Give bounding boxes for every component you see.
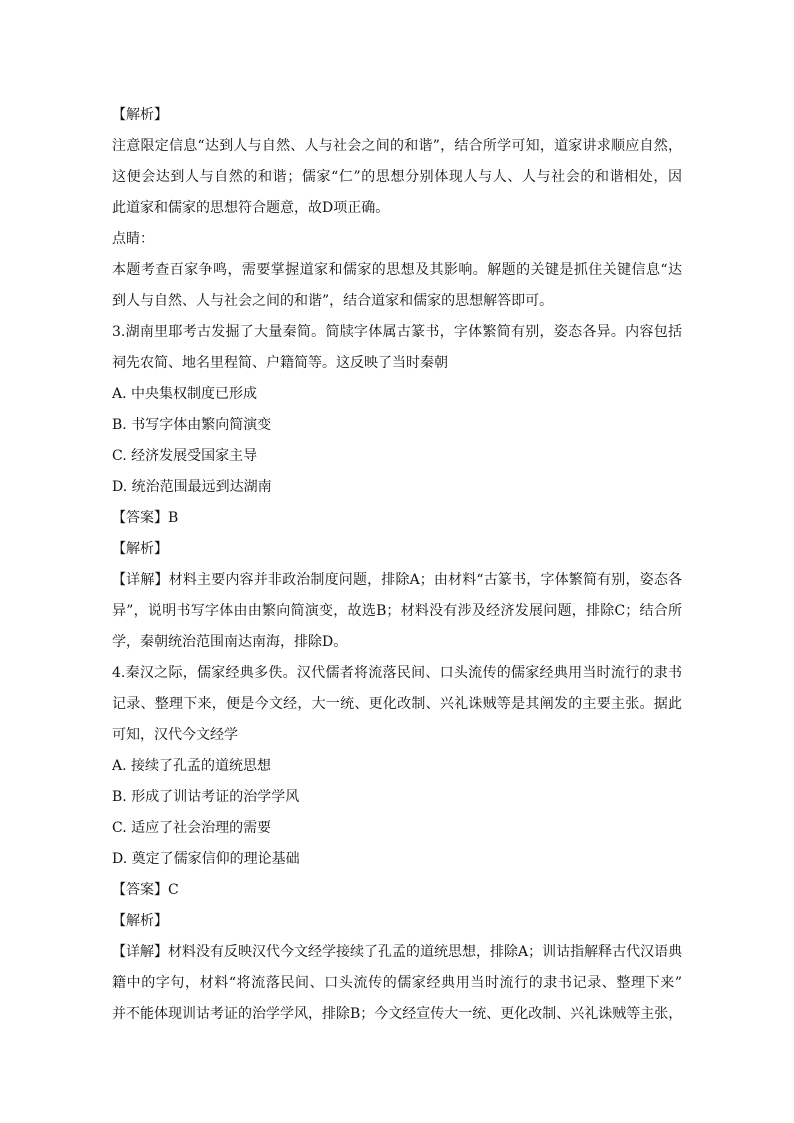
section-heading-analysis: 【解析】 — [112, 913, 168, 929]
paragraph-line: 异”，说明书写字体由由繁向简演变，故选B；材料没有涉及经济发展问题，排除C；结合所 — [112, 603, 682, 619]
question-3-option-b: B. 书写字体由繁向简演变 — [112, 417, 272, 433]
question-4-option-d: D. 奠定了儒家信仰的理论基础 — [112, 851, 300, 867]
section-heading-analysis: 【解析】 — [112, 541, 168, 557]
paragraph-line: 【详解】材料主要内容并非政治制度问题，排除A；由材料“古篆书，字体繁简有别，姿态各 — [112, 572, 682, 588]
question-4-stem: 4.秦汉之际，儒家经典多佚。汉代儒者将流落民间、口头流传的儒家经典用当时流行的隶书 — [112, 665, 682, 681]
paragraph-line: 这便会达到人与自然的和谐；儒家“仁”的思想分别体现人与人、人与社会的和谐相处，因 — [112, 169, 682, 185]
paragraph-line: 【详解】材料没有反映汉代今文经学接续了孔孟的道统思想，排除A；训诂指解释古代汉语典 — [112, 944, 682, 960]
paragraph-line: 此道家和儒家的思想符合题意，故D项正确。 — [112, 200, 390, 216]
question-4-answer: 【答案】C — [112, 882, 179, 898]
question-3-option-d: D. 统治范围最远到达湖南 — [112, 479, 272, 495]
paragraph-line: 注意限定信息“达到人与自然、人与社会之间的和谐”，结合所学可知，道家讲求顺应自然， — [112, 138, 682, 154]
question-4-stem: 记录、整理下来，便是今文经，大一统、更化改制、兴礼诛贼等是其阐发的主要主张。据此 — [112, 696, 682, 712]
paragraph-line: 本题考查百家争鸣，需要掌握道家和儒家的思想及其影响。解题的关键是抓住关键信息“达 — [112, 262, 682, 278]
question-4-stem: 可知，汉代今文经学 — [112, 727, 238, 743]
paragraph-line: 并不能体现训诂考证的治学学风，排除B；今文经宣传大一统、更化改制、兴礼诛贼等主张， — [112, 1006, 682, 1022]
paragraph-line: 到人与自然、人与社会之间的和谐”，结合道家和儒家的思想解答即可。 — [112, 293, 554, 309]
question-4-option-a: A. 接续了孔孟的道统思想 — [112, 758, 272, 774]
section-heading-analysis: 【解析】 — [112, 107, 168, 123]
document-page — [112, 100, 682, 1030]
question-3-stem: 3.湖南里耶考古发掘了大量秦简。简牍字体属古篆书，字体繁简有别，姿态各异。内容包括 — [112, 324, 682, 340]
question-3-option-c: C. 经济发展受国家主导 — [112, 448, 258, 464]
question-3-answer: 【答案】B — [112, 510, 179, 526]
question-3-option-a: A. 中央集权制度已形成 — [112, 386, 258, 402]
paragraph-line: 籍中的字句，材料“将流落民间、口头流传的儒家经典用当时流行的隶书记录、整理下来” — [112, 975, 682, 991]
question-3-stem: 祠先农简、地名里程简、户籍简等。这反映了当时秦朝 — [112, 355, 448, 371]
section-heading-tips: 点睛： — [112, 231, 154, 247]
question-4-option-c: C. 适应了社会治理的需要 — [112, 820, 272, 836]
question-4-option-b: B. 形成了训诂考证的治学学风 — [112, 789, 300, 805]
paragraph-line: 学，秦朝统治范围南达南海，排除D。 — [112, 634, 348, 650]
